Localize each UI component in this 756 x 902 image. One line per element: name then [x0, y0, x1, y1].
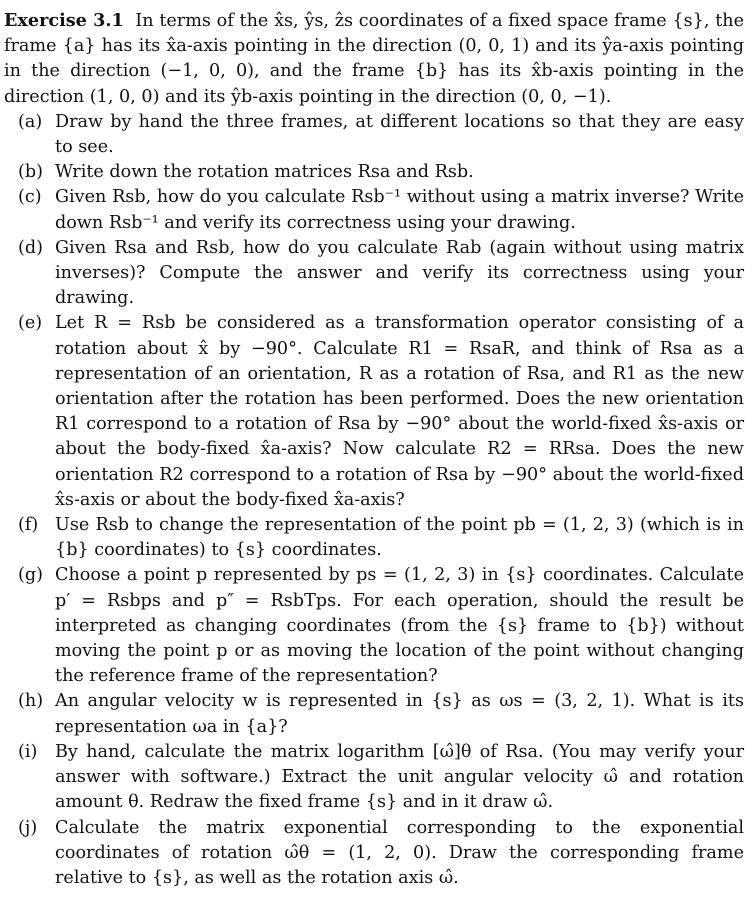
part-label: (g) [18, 565, 43, 586]
exercise-intro [4, 8, 744, 110]
part-label: (j) [18, 817, 38, 838]
part-f [4, 513, 744, 563]
part-c [4, 185, 744, 235]
exercise-parts-list [4, 110, 744, 891]
part-text: Write down the rotation matrices Rsa and Rsb. [55, 162, 474, 183]
part-b [4, 160, 744, 185]
part-label: (b) [18, 162, 43, 183]
part-label: (d) [18, 237, 43, 258]
part-g [4, 563, 744, 689]
part-text: Given Rsa and Rsb, how do you calculate Rab (again without using matrix inverses)? Compute the answer and verify its correctness using your drawing. [55, 237, 744, 309]
part-label: (h) [18, 691, 44, 712]
part-text: Use Rsb to change the representation of the point pb = (1, 2, 3) (which is in {b} coordinates) to {s} coordinates. [55, 515, 744, 561]
part-label: (e) [18, 313, 43, 334]
exercise-heading: Exercise 3.1 [4, 10, 124, 31]
part-text: Calculate the matrix exponential corresponding to the exponential coordinates of rotation ω̂θ = (1, 2, 0). Draw the corresponding frame relative to {s}, as well as the rotation axis ω̂. [55, 817, 744, 888]
part-text: Draw by hand the three frames, at different locations so that they are easy to see. [55, 111, 744, 158]
part-a [4, 110, 744, 160]
part-label: (f) [18, 515, 39, 536]
part-d [4, 236, 744, 312]
part-text: Given Rsb, how do you calculate Rsb⁻¹ without using a matrix inverse? Write down Rsb⁻¹ and verify its correctness using your drawing. [55, 187, 744, 233]
part-h [4, 689, 744, 739]
part-label: (a) [18, 111, 43, 132]
part-label: (i) [18, 741, 38, 762]
part-text: Choose a point p represented by ps = (1, 2, 3) in {s} coordinates. Calculate p′ = Rsbps and p″ = RsbTps. For each operation, should the result be interpreted as changing coordinates (from the {s} frame to {b}) without moving the point p or as moving the location of the point without changing the reference frame of the representation? [55, 565, 744, 687]
part-text: By hand, calculate the matrix logarithm [ω̂]θ of Rsa. (You may verify your answer with software.) Extract the unit angular velocity ω̂ and rotation amount θ. Redraw the fixed frame {s} and in it draw ω̂. [55, 741, 744, 813]
part-j [4, 816, 744, 892]
part-label: (c) [18, 187, 42, 208]
part-text: Let R = Rsb be considered as a transformation operator consisting of a rotation about x̂ by −90°. Calculate R1 = RsaR, and think of Rsa as a representation of an orientation, R as a rotation of Rsa, and R1 as the new orientation after the rotation has been performed. Does the new orientation R1 correspond to a rotation of Rsa by −90° about the world-fixed x̂s-axis or about the body-fixed x̂a-axis? Now calculate R2 = RRsa. Does the new orientation R2 correspond to a rotation of Rsa by −90° about the world-fixed x̂s-axis or about the body-fixed x̂a-axis? [55, 313, 744, 510]
part-e [4, 311, 744, 513]
exercise-intro-text: In terms of the x̂s, ŷs, ẑs coordinates of a fixed space frame {s}, the frame {a} has its x̂a-axis pointing in the direction (0, 0, 1) and its ŷa-axis pointing in the direction (−1, 0, 0), and the frame {b} has its x̂b-axis pointing in the direction (1, 0, 0) and its ŷb-axis pointing in the direction (0, 0, −1). [4, 11, 745, 107]
part-text: An angular velocity w is represented in {s} as ωs = (3, 2, 1). What is its representation ωa in {a}? [55, 691, 744, 737]
part-i [4, 740, 744, 816]
